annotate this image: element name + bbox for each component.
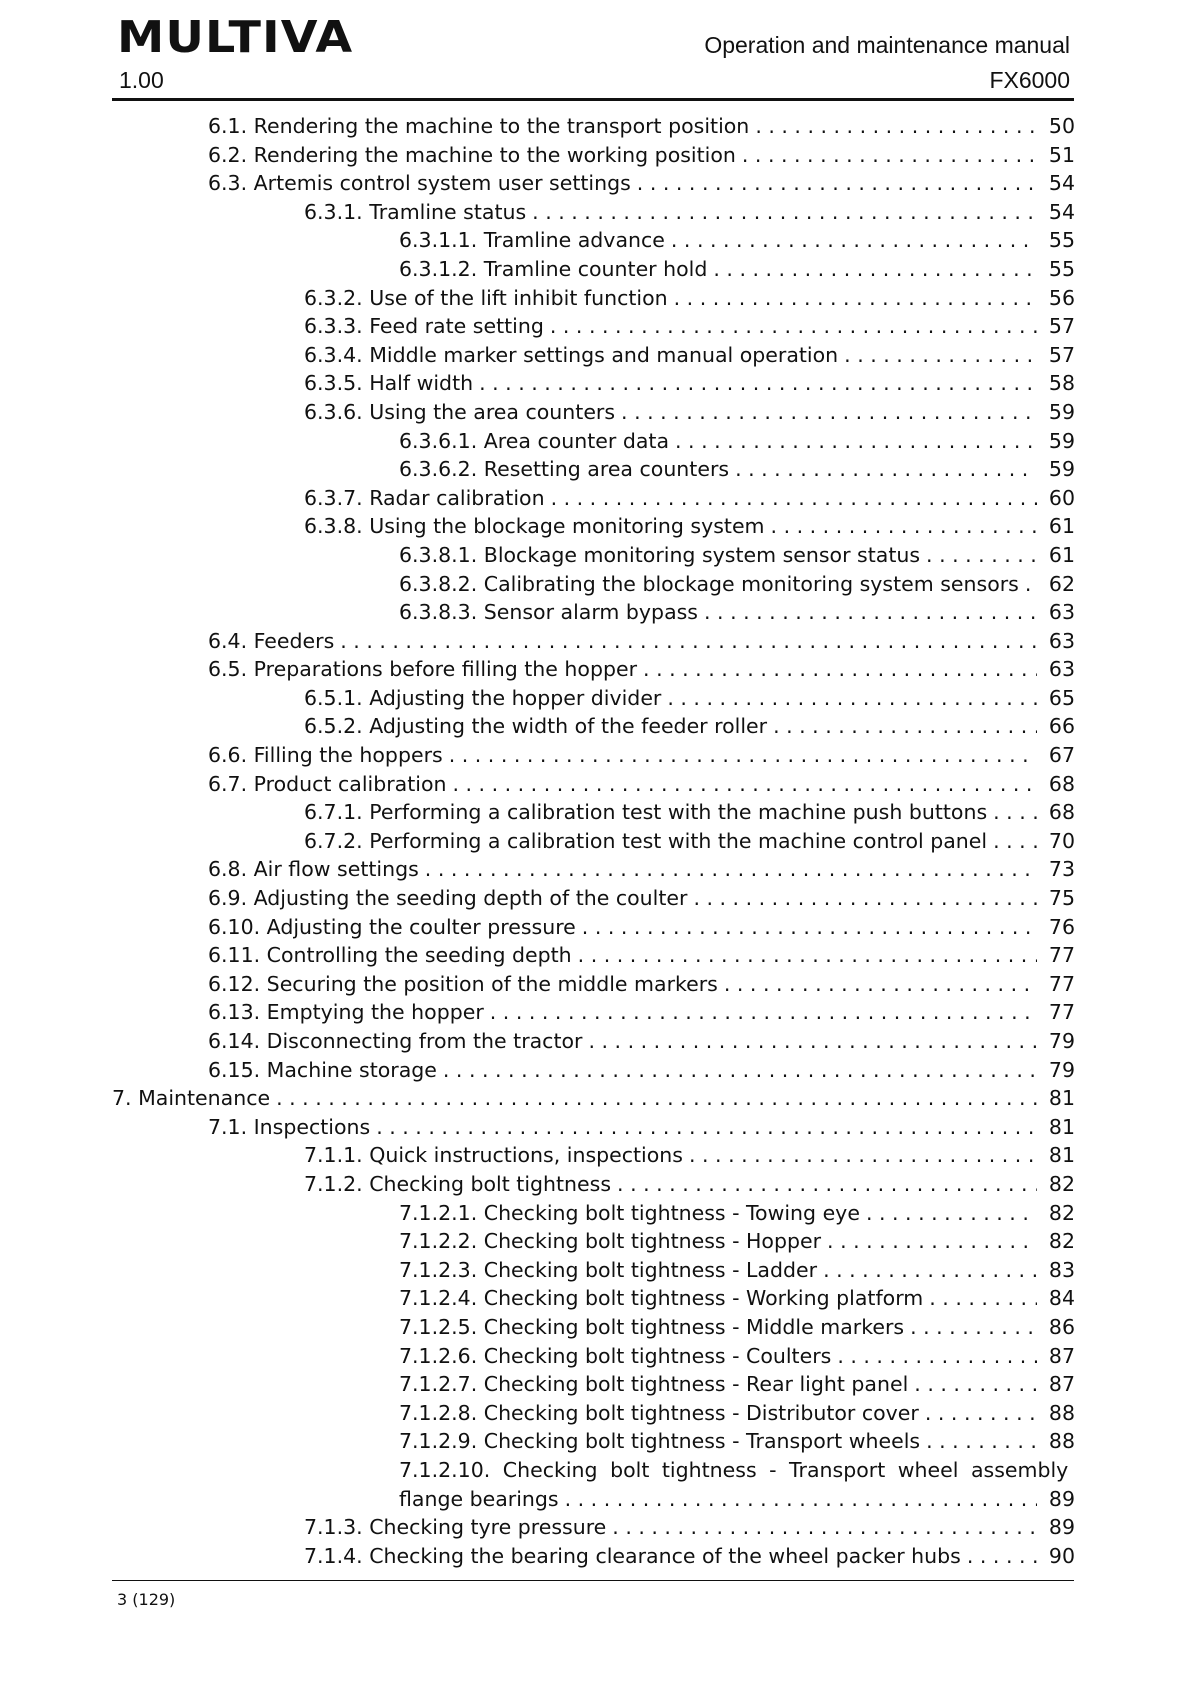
toc-entry-label: 6.10. Adjusting the coulter pressure: [208, 914, 576, 939]
toc-page-number: 51: [1048, 142, 1075, 167]
dot-leader: [675, 427, 1037, 456]
dot-leader: [1025, 570, 1037, 599]
toc-page-number: 56: [1048, 285, 1075, 310]
toc-entry-label: 7.1.4. Checking the bearing clearance of the wheel packer hubs: [304, 1543, 961, 1568]
toc-entry-label: 7.1.2.5. Checking bolt tightness - Middle markers: [399, 1314, 905, 1339]
toc-entry[interactable]: [0, 598, 1191, 627]
toc-entry[interactable]: [0, 884, 1191, 913]
toc-entry[interactable]: [0, 112, 1191, 141]
toc-entry[interactable]: [0, 1399, 1191, 1428]
toc-page-number: 63: [1048, 657, 1075, 682]
toc-page-number: 89: [1048, 1515, 1075, 1540]
dot-leader: [621, 398, 1037, 427]
toc-entry-label: 6.7.2. Performing a calibration test with the machine control panel: [304, 828, 988, 853]
dot-leader: [866, 1199, 1037, 1228]
dot-leader: [837, 1342, 1037, 1371]
dot-leader: [693, 884, 1037, 913]
toc-entry-label: 7.1.2.6. Checking bolt tightness - Coulters: [399, 1343, 832, 1368]
toc-entry-label: 6.3.2. Use of the lift inhibit function: [304, 285, 668, 310]
toc-entry[interactable]: [0, 1342, 1191, 1371]
dot-leader: [588, 1027, 1037, 1056]
dot-leader: [993, 798, 1037, 827]
toc-entry[interactable]: [0, 970, 1191, 999]
toc-entry-label: 6.3.5. Half width: [304, 371, 474, 396]
dot-leader: [689, 1141, 1037, 1170]
toc-entry-label: 7.1.2.8. Checking bolt tightness - Distributor cover: [399, 1400, 919, 1425]
dot-leader: [771, 512, 1037, 541]
dot-leader: [276, 1084, 1037, 1113]
toc-entry-label: 6.7. Product calibration: [208, 771, 447, 796]
toc-entry[interactable]: [0, 1513, 1191, 1542]
toc-page-number: 54: [1048, 171, 1075, 196]
table-of-contents: [0, 112, 1191, 1570]
toc-entry-label: 6.3.8.1. Blockage monitoring system sensor status: [399, 542, 921, 567]
toc-page-number: 90: [1048, 1543, 1075, 1568]
toc-entry-label: 6.11. Controlling the seeding depth: [208, 943, 572, 968]
toc-entry[interactable]: [0, 312, 1191, 341]
toc-entry-label: 6.3.8. Using the blockage monitoring system: [304, 514, 765, 539]
toc-page-number: 77: [1048, 943, 1075, 968]
toc-entry[interactable]: [0, 341, 1191, 370]
toc-entry[interactable]: [0, 512, 1191, 541]
toc-entry-label: 6.15. Machine storage: [208, 1057, 437, 1082]
dot-leader: [617, 1170, 1037, 1199]
toc-entry-label: 6.5. Preparations before filling the hopper: [208, 657, 638, 682]
toc-page-number: 79: [1048, 1029, 1075, 1053]
dot-leader: [755, 112, 1037, 141]
dot-leader: [479, 369, 1037, 398]
document-version: 1.00: [119, 67, 164, 93]
toc-entry-label: 7.1.2. Checking bolt tightness: [304, 1171, 612, 1196]
toc-entry[interactable]: [0, 455, 1191, 484]
toc-page-number: 59: [1048, 399, 1075, 424]
dot-leader: [376, 1113, 1037, 1142]
toc-entry-label: 6.12. Securing the position of the middle markers: [208, 971, 718, 996]
toc-page-number: 87: [1048, 1372, 1075, 1397]
toc-entry-label: 7.1.2.1. Checking bolt tightness - Towing eye: [399, 1200, 860, 1225]
dot-leader: [582, 913, 1037, 942]
toc-page-number: 66: [1048, 714, 1075, 739]
dot-leader: [844, 341, 1037, 370]
dot-leader: [551, 484, 1037, 513]
dot-leader: [340, 627, 1037, 656]
toc-entry[interactable]: [0, 1113, 1191, 1142]
toc-page-number: 54: [1048, 199, 1075, 224]
dot-leader: [550, 312, 1037, 341]
toc-page-number: 73: [1048, 857, 1075, 882]
toc-entry[interactable]: [0, 198, 1191, 227]
toc-entry-label: 6.3.7. Radar calibration: [304, 485, 545, 510]
dot-leader: [674, 284, 1037, 313]
header-divider: [112, 98, 1074, 101]
dot-leader: [443, 1056, 1037, 1085]
toc-entry[interactable]: [0, 998, 1191, 1027]
toc-entry-label: 6.6. Filling the hoppers: [208, 743, 443, 768]
toc-page-number: 82: [1048, 1171, 1075, 1196]
toc-entry[interactable]: [0, 255, 1191, 284]
toc-entry-label: 7.1.1. Quick instructions, inspections: [304, 1143, 683, 1168]
toc-entry[interactable]: [0, 427, 1191, 456]
dot-leader: [713, 255, 1037, 284]
toc-entry[interactable]: [0, 741, 1191, 770]
toc-page-number: 81: [1048, 1086, 1075, 1111]
toc-page-number: 82: [1048, 1229, 1075, 1254]
toc-entry-label: 6.3.4. Middle marker settings and manual operation: [304, 342, 839, 367]
dot-leader: [914, 1370, 1037, 1399]
toc-page-number: 87: [1048, 1343, 1075, 1368]
toc-entry-label: 6.3.1.1. Tramline advance: [399, 228, 665, 253]
toc-page-number: 57: [1048, 314, 1075, 339]
toc-entry[interactable]: [0, 1141, 1191, 1170]
toc-entry-label: 6.4. Feeders: [208, 628, 335, 653]
toc-page-number: 76: [1048, 914, 1075, 939]
toc-page-number: 77: [1048, 971, 1075, 996]
toc-entry-label: 6.3.8.2. Calibrating the blockage monitoring system sensors: [399, 571, 1019, 596]
dot-leader: [532, 198, 1037, 227]
toc-entry-label: 6.9. Adjusting the seeding depth of the coulter: [208, 886, 688, 911]
toc-page-number: 60: [1048, 485, 1075, 510]
toc-entry[interactable]: [0, 1256, 1191, 1285]
toc-page-number: 55: [1048, 228, 1075, 253]
dot-leader: [967, 1542, 1037, 1571]
toc-entry-label: 6.3.1.2. Tramline counter hold: [399, 256, 708, 281]
toc-page-number: 57: [1048, 342, 1075, 367]
dot-leader: [449, 741, 1037, 770]
toc-entry-label: 6.3.6.2. Resetting area counters: [399, 457, 730, 482]
toc-entry[interactable]: [0, 1027, 1191, 1056]
toc-entry-label: 6.1. Rendering the machine to the transport position: [208, 114, 750, 138]
toc-entry[interactable]: [0, 1456, 1191, 1513]
toc-page-number: 59: [1048, 428, 1075, 453]
toc-page-number: 61: [1048, 542, 1075, 567]
dot-leader: [724, 970, 1037, 999]
toc-entry-label: 6.5.1. Adjusting the hopper divider: [304, 685, 662, 710]
toc-entry-label-continued: flange bearings: [399, 1486, 559, 1511]
toc-entry-label: 7. Maintenance: [112, 1086, 271, 1111]
dot-leader: [667, 684, 1037, 713]
toc-page-number: 84: [1048, 1286, 1075, 1311]
dot-leader: [735, 455, 1037, 484]
toc-entry[interactable]: [0, 655, 1191, 684]
toc-page-number: 75: [1048, 886, 1075, 911]
toc-page-number: 59: [1048, 457, 1075, 482]
toc-entry-label: 6.13. Emptying the hopper: [208, 1000, 484, 1025]
toc-entry[interactable]: [0, 1542, 1191, 1571]
toc-entry-label: 6.3.1. Tramline status: [304, 199, 527, 224]
toc-entry-label: 6.3.3. Feed rate setting: [304, 314, 544, 339]
toc-page-number: 81: [1048, 1114, 1075, 1139]
toc-entry[interactable]: [0, 541, 1191, 570]
toc-entry[interactable]: [0, 1370, 1191, 1399]
toc-entry[interactable]: [0, 855, 1191, 884]
toc-page-number: 62: [1048, 571, 1075, 596]
machine-model: FX6000: [989, 67, 1070, 93]
document-title: Operation and maintenance manual: [704, 32, 1070, 58]
toc-entry-label: 6.3.6.1. Area counter data: [399, 428, 670, 453]
toc-page-number: 88: [1048, 1429, 1075, 1454]
footer-divider: [112, 1580, 1074, 1581]
toc-entry[interactable]: [0, 770, 1191, 799]
toc-entry[interactable]: [0, 1284, 1191, 1313]
dot-leader: [929, 1284, 1037, 1313]
dot-leader: [993, 827, 1037, 856]
toc-page-number: 82: [1048, 1200, 1075, 1225]
toc-page-number: 65: [1048, 685, 1075, 710]
toc-entry-label: 6.3.6. Using the area counters: [304, 399, 616, 424]
toc-entry-label: 6.8. Air flow settings: [208, 857, 419, 882]
toc-entry-label: 7.1.2.3. Checking bolt tightness - Ladder: [399, 1257, 818, 1282]
toc-entry[interactable]: [0, 1199, 1191, 1228]
toc-entry-label: 7.1.2.9. Checking bolt tightness - Transport wheels: [399, 1429, 921, 1454]
toc-page-number: 58: [1048, 371, 1075, 396]
toc-entry[interactable]: [0, 1227, 1191, 1256]
toc-entry-label: 7.1.2.10. Checking bolt tightness - Transport wheel assembly: [399, 1457, 1069, 1482]
toc-entry-label: 7.1.3. Checking tyre pressure: [304, 1515, 607, 1540]
dot-leader: [704, 598, 1037, 627]
multiva-logo: MULTIVA: [117, 12, 354, 63]
toc-page-number: 63: [1048, 600, 1075, 625]
toc-page-number: 67: [1048, 743, 1075, 768]
toc-entry[interactable]: [0, 1170, 1191, 1199]
toc-entry[interactable]: [0, 1427, 1191, 1456]
dot-leader: [637, 169, 1037, 198]
dot-leader: [452, 770, 1037, 799]
toc-page-number: 88: [1048, 1400, 1075, 1425]
toc-entry[interactable]: [0, 941, 1191, 970]
dot-leader: [910, 1313, 1037, 1342]
toc-entry-label: 7.1.2.4. Checking bolt tightness - Working platform: [399, 1286, 924, 1311]
dot-leader: [490, 998, 1037, 1027]
toc-entry-label: 7.1. Inspections: [208, 1114, 371, 1139]
dot-leader: [742, 141, 1037, 170]
toc-entry[interactable]: [0, 169, 1191, 198]
dot-leader: [425, 855, 1037, 884]
toc-page-number: 86: [1048, 1314, 1075, 1339]
toc-entry[interactable]: [0, 798, 1191, 827]
toc-page-number: 61: [1048, 514, 1075, 539]
toc-entry[interactable]: [0, 1313, 1191, 1342]
dot-leader: [926, 1427, 1037, 1456]
dot-leader: [926, 541, 1037, 570]
toc-page-number: 81: [1048, 1143, 1075, 1168]
toc-entry-label: 7.1.2.2. Checking bolt tightness - Hopper: [399, 1229, 822, 1254]
toc-entry[interactable]: [0, 226, 1191, 255]
dot-leader: [827, 1227, 1037, 1256]
toc-page-number: 68: [1048, 800, 1075, 825]
toc-entry-label: 7.1.2.7. Checking bolt tightness - Rear light panel: [399, 1372, 909, 1397]
toc-entry[interactable]: [0, 1084, 1191, 1113]
dot-leader: [612, 1513, 1037, 1542]
toc-entry[interactable]: [0, 398, 1191, 427]
dot-leader: [643, 655, 1037, 684]
page-number: 3 (129): [117, 1590, 176, 1609]
toc-page-number: 83: [1048, 1257, 1075, 1282]
toc-entry[interactable]: [0, 570, 1191, 599]
toc-page-number: 63: [1048, 628, 1075, 653]
toc-entry[interactable]: [0, 627, 1191, 656]
toc-entry[interactable]: [0, 369, 1191, 398]
toc-page-number: 89: [1048, 1486, 1075, 1511]
dot-leader: [578, 941, 1037, 970]
toc-entry-label: 6.3. Artemis control system user settings: [208, 171, 631, 196]
toc-entry-label: 6.7.1. Performing a calibration test with the machine push buttons: [304, 800, 988, 825]
toc-page-number: 55: [1048, 256, 1075, 281]
toc-page-number: 70: [1048, 828, 1075, 853]
toc-page-number: 77: [1048, 1000, 1075, 1025]
toc-entry[interactable]: [0, 484, 1191, 513]
toc-page-number: 50: [1048, 114, 1075, 138]
toc-entry[interactable]: [0, 684, 1191, 713]
dot-leader: [925, 1399, 1037, 1428]
toc-entry[interactable]: [0, 1056, 1191, 1085]
toc-entry-label: 6.3.8.3. Sensor alarm bypass: [399, 600, 698, 625]
toc-entry-label: 6.14. Disconnecting from the tractor: [208, 1029, 583, 1053]
toc-entry[interactable]: [0, 712, 1191, 741]
dot-leader: [671, 226, 1037, 255]
dot-leader: [823, 1256, 1037, 1285]
toc-entry[interactable]: [0, 284, 1191, 313]
toc-entry-label: 6.2. Rendering the machine to the working position: [208, 142, 736, 167]
toc-entry[interactable]: [0, 913, 1191, 942]
dot-leader: [773, 712, 1037, 741]
toc-page-number: 79: [1048, 1057, 1075, 1082]
toc-entry[interactable]: [0, 827, 1191, 856]
toc-entry[interactable]: [0, 141, 1191, 170]
toc-page-number: 68: [1048, 771, 1075, 796]
toc-entry-label: 6.5.2. Adjusting the width of the feeder roller: [304, 714, 768, 739]
dot-leader: [565, 1485, 1037, 1514]
